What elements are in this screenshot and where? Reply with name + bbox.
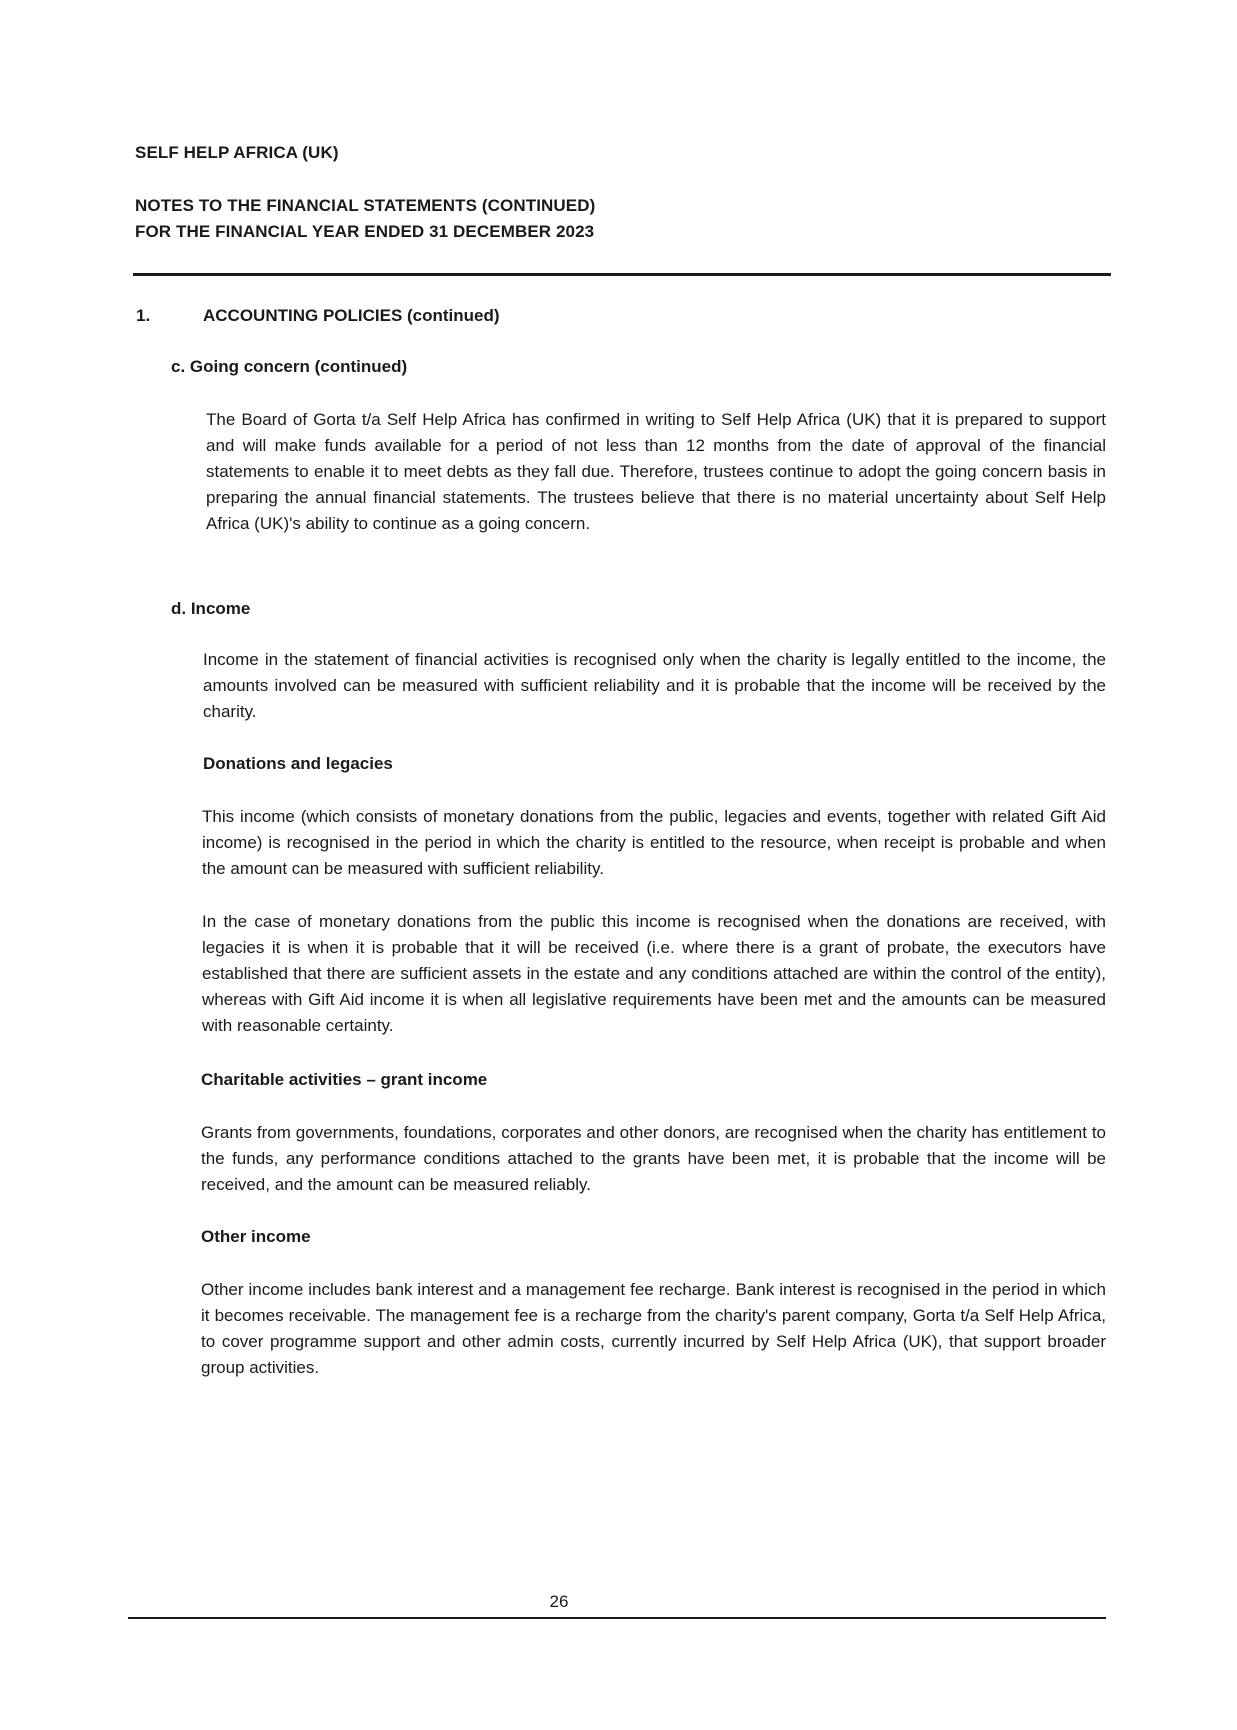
section-title: ACCOUNTING POLICIES (continued) bbox=[203, 306, 500, 325]
donations-heading: Donations and legacies bbox=[203, 754, 393, 773]
going-concern-paragraph: The Board of Gorta t/a Self Help Africa has confirmed in writing to Self Help Africa (UK) that it is prepared to support and will make funds available for a period of not less than 12 months from the date of approval of the financial statements to enable it to meet debts as they fall due. Therefore, trustees continue to adopt the going concern basis in preparing the annual financial statements. The trustees believe that there is no material uncertainty about Self Help Africa (UK)'s ability to continue as a going concern. bbox=[206, 410, 1106, 533]
income-paragraph: Income in the statement of financial activities is recognised only when the charity is legally entitled to the income, the amounts involved can be measured with sufficient reliability and it is probable that the income will be received by the charity. bbox=[203, 650, 1106, 721]
donations-paragraph-2: In the case of monetary donations from the public this income is recognised when the donations are received, with legacies it is when it is probable that it will be received (i.e. where there is a grant of probate, the executors have established that there are sufficient assets in the estate and any conditions attached are within the control of the entity), whereas with Gift Aid income it is when all legislative requirements have been met and the amounts can be measured with reasonable certainty. bbox=[202, 912, 1106, 1035]
financial-period: FOR THE FINANCIAL YEAR ENDED 31 DECEMBER 2023 bbox=[135, 222, 595, 241]
notes-title: NOTES TO THE FINANCIAL STATEMENTS (CONTINUED) bbox=[135, 196, 596, 215]
grant-income-heading: Charitable activities – grant income bbox=[201, 1070, 488, 1089]
header-divider bbox=[133, 273, 1111, 276]
section-number: 1. bbox=[136, 306, 151, 325]
organisation-name: SELF HELP AFRICA (UK) bbox=[135, 143, 339, 162]
footer-divider bbox=[128, 1617, 1106, 1619]
page-number: 26 bbox=[549, 1592, 569, 1611]
income-heading: d. Income bbox=[171, 599, 251, 618]
going-concern-heading: c. Going concern (continued) bbox=[171, 357, 408, 376]
other-income-paragraph: Other income includes bank interest and a management fee recharge. Bank interest is recognised in the period in which it becomes receivable. The management fee is a recharge from the charity's parent company, Gorta t/a Self Help Africa, to cover programme support and other admin costs, currently incurred by Self Help Africa (UK), that support broader group activities. bbox=[201, 1280, 1106, 1377]
grant-income-paragraph: Grants from governments, foundations, corporates and other donors, are recognised when the charity has entitlement to the funds, any performance conditions attached to the grants have been met, it is probable that the income will be received, and the amount can be measured reliably. bbox=[201, 1123, 1106, 1194]
donations-paragraph-1: This income (which consists of monetary donations from the public, legacies and events, together with related Gift Aid income) is recognised in the period in which the charity is entitled to the resource, when receipt is probable and when the amount can be measured with sufficient reliability. bbox=[202, 807, 1106, 878]
other-income-heading: Other income bbox=[201, 1227, 311, 1246]
